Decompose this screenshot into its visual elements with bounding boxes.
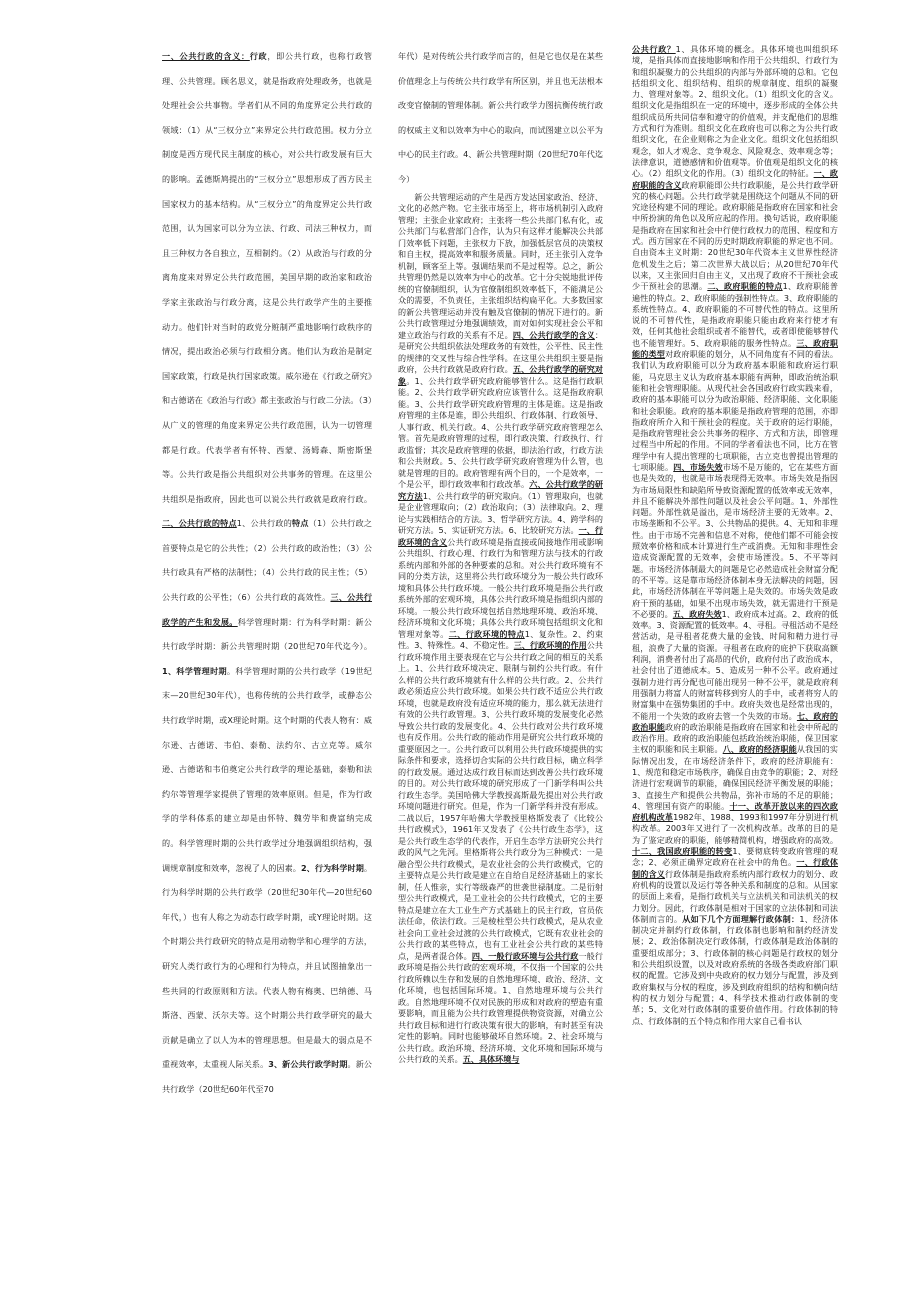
section-heading: 十一、改革开放以来的四次政府机构改革: [632, 800, 838, 823]
body-text: 公共行政环境作用主要表现在它与公共行政之间的相互的关系上。1、公共行政环境决定、限制与制约公共行政。有什么样的公共行政环境就有什么样的公共行政。2、公共行政必须适应公共行政环境。如果公共行政不适应公共行政环境，也就是政府没有适应环境的能力，那么就无法进行有效的公共行政管理。3、公共行政环境的发展变化必然导致公共行政的发展变化。4、公共行政对公共行政环境也有反作用。公共行政的能动作用是研究公共行政环境的重要原因之一。公共行政可以利用公共行政环境提供的实际条件和要求，选择切合实际的公共行政目标，确立科学的行政发展。通过达成行政目标而达到改善公共行政环境的目的。对公共行政环境的研究形成了一门新学科叫公共行政生态学。美国哈佛大学教授高斯最先提出对公共行政环境问题进行研究。但是，作为一门新学科并没有形成。二战以后，1957年哈佛大学教授里格斯发表了《比较公共行政模式》，1961年又发表了《公共行政生态学》，这是公共行政生态学的代表作，开启生态学方法研究公共行政的风气之先河。里格斯将公共行政分为三种模式：一是融合型公共行政模式，是农业社会的公共行政模式，它的主要特点是公共行政是建立在自给自足经济基础上的家长制，任人惟亲，实行等级森严的世袭世禄制度。二是衍射型公共行政模式，是工业社会的公共行政模式，它的主要特点是建立在大工业生产方式基础上的民主行政，官员依法任命，依法行政。三是棱柱型公共行政模式，是从农业社会向工业社会过渡的公共行政模式，它既有农业社会的公共行政的某些特点，也有工业社会公共行政的某些特点，是两者混合体。: [398, 640, 603, 961]
body-text: 1、具体环境的概念。具体环境也叫组织环境，是指具体而直接地影响和作用于公共组织、行政行为和组织凝聚力的公共组织的内部与外部环境的总和。它包括组织文化、组织结构、组织的规章制度、组织的凝聚力、管理对象等。2、组织文化。（1）组织文化的含义。组织文化是指组织在一定的环境中，逐步形成的全体公共组织成员所共同信奉和遵守的价值观，并支配他们的思维方式和行为准则。组织文化在政府也可以称之为公共行政组织文化，在企业则称之为企业文化。组织文化包括组织观念，如人才观念、竞争观念、风险观念、效率观念等；法律意识，道德感情和价值观等。价值观是组织文化的核心。（2）组织文化的作用。（3）组织文化的特征。: [632, 44, 838, 179]
section-heading: 六、公共行政学的研究方法: [398, 479, 603, 501]
section-heading: 七、政府的政治职能: [632, 710, 838, 732]
body-text: 1、要彻底转变政府管理的观念；2、必须正确界定政府在社会中的角色。: [632, 846, 838, 868]
section-heading: 一、公共行政的含义：: [162, 51, 250, 61]
section-heading: 二、政府职能的特点: [707, 281, 783, 292]
section-heading: 三、政府职能的类型: [632, 337, 838, 360]
section-heading: 二、公共行政的特点: [162, 518, 237, 529]
column-middle-top-text: [398, 44, 603, 192]
section-heading: 四、一般行政环境与公共行政: [471, 950, 579, 961]
body-text: 。行为科学时期的公共行政学（20世纪30年代—20世纪60年代，）也有人称之为动态行政学时期，或Y理论时期。这个时期公共行政研究的特点是用动物学和心理学的方法，研究人类行政行为的心理和行为特点，并且试图抽象出一些共同的行政原则和方法。代表人物有梅奥、巴纳德、马斯洛、西蒙、沃尔夫等。这个时期公共行政学研究的最大贡献是确立了以人为本的管理思想。但是最大的弱点是不重视效率，太重视人际关系。: [162, 862, 372, 1070]
bold-term: 3、新公共行政学时期: [268, 1059, 348, 1070]
bold-term: 1、科学管理时期: [162, 665, 227, 676]
body-text: 新公共管理运动的产生是西方发达国家政治、经济、文化的必然产物。它主张市场至上，将市场机制引入政府管理；主张企业家政府；主张将一些公共部门私有化，或公共部门与私营部门合作，认为只有这样才能解决公共部门效率低下问题，主张权力下放，加强低层官员的决策权和自主权，提高效率和服务质量。同时，还主张引入竞争机制，顾客至上等。强调结果而不是过程等。总之，新公共管理仍然是以效率为中心的改革。它十分尖锐地批评传统的官僚制组织，认为官僚制组织效率低下，不能满足公众的需要，不负责任，主张组织结构扁平化。大多数国家的新公共管理运动并没有触及官僚制的情况下进行的。新公共行政管理过分地强调绩效，而对如何实现社会公平和建立政治与行政的关系有不足。: [398, 191, 603, 340]
bold-term: 行政: [249, 51, 268, 61]
body-text: 公共行政环境是指直接或间接地作用或影响公共组织、行政心理、行政行为和管理方法与技术的行政系统内部和外部的各种要素的总和。对公共行政环境有不同的分类方法，这里将公共行政环境分为一般公共行政环境和具体公共行政环境。一般公共行政环境是指公共行政系统外部的宏观环境，具体公共行政环境是指组织内部的环境。一般公共行政环境包括自然地理环境、政治环境、经济环境和文化环境；具体公共行政环境包括组织文化和管理对象等。: [398, 536, 603, 639]
section-heading: 五、公共行政学的研究对象: [398, 364, 603, 386]
body-text: ：是研究公共组织依法处理政务的有效性，公平性、民主性的规律的交叉性与综合性学科。在这里公共组织主要是指政府，公共行政就是政府行政。: [398, 329, 603, 375]
section-heading: 二、行政环境的特点: [448, 628, 525, 639]
body-text: 1、政府成本过高。2、政府的低效率。3、资源配置的低效率。4、寻租。寻租活动不是经营活动，是寻租者花费大量的金钱、时间和精力进行寻租，浪费了大量的资源。寻租者在政府的庇护下获取高额利润，消费者付出了高昂的代价，政府付出了政治成本，社会付出了道德成本。5、造成另一种不公平。政府通过强制力进行再分配也可能出现另一种不公平，就是政府利用强制力将富人的财富转移到穷人的手中，或者将穷人的财富集中在强势集团的手中。政府失效也是经常出现的，不能用一个失效的政府去管一个失效的市场。: [632, 608, 838, 721]
column-right: [632, 44, 838, 1292]
body-text: 1、复杂性。2、约束性。3、特殊性。4、不稳定性。: [398, 628, 603, 651]
body-text: 一般行政环境是指公共行政的宏观环境，不仅指一个国家的公共行政所赖以生存和发展的自然地理环境、政治、经济、文化环境，也包括国际环境。1、自然地理环境与公共行政。自然地理环境不仅对民族的形成和对政府的塑造有重要影响，而且能为公共行政管理提供物资资源，对确立公共行政目标和进行行政决策有很大的影响，有时甚至有决定性的影响。同时也能够破坏自然环境。2、社会环境与公共行政。政治环境、经济环境、文化环境和国际环境与公共行政的关系。: [398, 950, 603, 1065]
section-heading: 一、行政体制的含义: [632, 857, 838, 879]
body-text: 。科学管理时期的公共行政学（19世纪末—20世纪30年代），也称传统的公共行政学，或静态公共行政学时期，或X理论时期。这个时期的代表人物有：威尔逊、古德诺、韦伯、泰勒、法约尔、古立克等。威尔逊、古德诺和韦伯奠定公共行政学的理论基础，泰勒和法约尔等管理学家提供了管理的效率原则。但是，作为行政学的学科体系的建立却是由怀特、魏劳毕和费富纳完成的。科学管理时期的公共行政学过分地强调组织结构，强调规章制度和效率，忽视了人的因素。: [162, 665, 372, 873]
body-text: 。新公共行政学（20世纪60年代至70: [162, 1059, 372, 1094]
section-heading: 五、具体环境与: [462, 1054, 520, 1065]
body-text: 年代）是对传统公共行政学而言的，但是它也仅是在某些价值理念上与传统公共行政学有所区别，并且也无法根本改变官僚制的管理体制。新公共行政学力图抗衡传统行政的权威主义和以效率为中心的取向，而试图建立以公平为中心的民主行政。4、新公共管理时期（20世纪70年代迄今）: [398, 51, 603, 184]
bold-term: 从如下几个方面理解行政体制：: [682, 913, 800, 924]
section-heading: 一、行政环境的含义: [398, 525, 603, 547]
body-text: 市场不是万能的，它在某些方面也是失效的，也就是市场表现得无效率。市场失效是指因为市场局限性和缺陷所导致资源配置的低效率或无效率，并且不能解决外部性问题以及社会公平问题。1、外部性问题。外部性就是溢出，是市场经济主要的无效率。2、市场垄断和不公平。3、公共物品的提供。4、无知和非理性。由于市场不完善和信息不对称，使他们都不可能会按照效率价格和成本计算进行生产或消费。无知和非理性会造成资源配置的无效率，会使市场湮没。5、不平等问题。市场经济体制最大的问题是它必然造成社会财富分配的不平等。这是靠市场经济体制本身无法解决的问题，因此，市场经济体制在平等问题上是失效的。市场失效是政府干预的基础，如果不出现市场失效，就无需进行干预是不必要的。: [632, 461, 838, 619]
section-heading: 四、公共行政学的含义: [512, 329, 595, 340]
body-text: 对政府职能的划分，从不同角度有不同的看法。我们认为政府职能可以分为政府基本职能和政府运行职能，马克思主义认为政府基本职能有两种，即政治统治职能和社会管理职能。从现代社会各国政府行政实践来看，政府的基本职能可以分为政治职能、经济职能、文化职能和社会职能。政府的基本职能是指政府管理的范围，亦即指政府所介入和干预社会的程度。关于政府的运行职能，是指政府管理社会公共事务的程序、方式和方法，即管理过程当中所起的作用。不同的学者看法也不同，比方在管理学中有人提出管理的七项职能，古立克也曾提出管理的七项职能。: [632, 349, 838, 472]
column-left: [162, 44, 372, 1289]
bold-term: 2、行为科学时期: [300, 862, 364, 873]
section-heading: 十二、我国政府职能的转变: [632, 846, 733, 857]
body-text: （1）公共行政之首要特点是它的公共性；（2）公共行政的政治性；（3）公共行政具有严格的法制性；（4）公共行政的民主性；（5）公共行政的公平性；（6）公共行政的高效性。: [162, 518, 372, 603]
column-middle: [398, 44, 603, 1289]
body-text: 政府职能即公共行政职能，是公共行政学研究的核心问题。公共行政学就是围绕这个问题从不同的研究途径构建不同的理论。政府职能是指政府在国家和社会中所扮演的角色以及所应起的作用。换句话说，政府职能是指政府在国家和社会中行使行政权力的范围、程度和方式。西方国家在不同的历史时期政府职能的界定也不同。自由资本主义时期：20世纪30年代资本主义世界性经济危机发生之后；第二次世界大战以后；从20世纪70年代以来，又主张回归自由主义，又出现了政府不干预社会或少干预社会的思潮。: [632, 179, 838, 292]
column-left-text: [162, 44, 372, 1102]
body-text: 1、公共行政的: [236, 518, 293, 529]
body-text: 1982年、1988、1993和1997年分别进行机构改革。2003年又进行了一次机构改革。改革的目的是为了鉴定政府的职能，能够精简机构，增强政府的高效。: [632, 812, 838, 845]
column-right-text: [632, 44, 838, 1027]
body-text: 1、经济体制决定并制约行政体制，行政体制也影响和制约经济发展；2、政治体制决定行政体制，行政体制是政治体制的重要组成部分；3、行政体制的核心问题是行政权的划分和公共组织设置，以及对政府系统的各级各类政府部门职权的配置。它涉及到中央政府的权力划分与配置，涉及到政府集权与分权的程度，涉及到政府组织的结构和横向结构的权力划分与配置；4、科学技术推动行政体制的变革；5、文化对行政体制的重要价值作用。行政体制的特点、行政体制的五个特点和作用大家自己看书认: [632, 913, 838, 1026]
section-heading: 五、政府失效: [672, 608, 722, 619]
column-middle-text: [398, 192, 603, 1066]
body-text: 从我国的实际情况出发，在市场经济条件下，政府的经济职能有：1、规范和稳定市场秩序，确保自由竞争的职能；2、对经济进行宏观调节的职能，确保国民经济平衡发展的职能；3、直接生产和提供公共物品，弥补市场的不足的职能；4、管理国有资产的职能。: [632, 744, 838, 811]
body-text: 。1、公共行政学研究政府能够管什么。这是指行政职能。2、公共行政学研究政府应该管什么。这是指政府职能。3、公共行政学研究政府管理的主体是谁。这是指政府管理的主体是谁，即公共组织、行政体制、行政领导、人事行政、机关行政。4、公共行政学研究政府管理怎么管。首先是政府管理的过程，即行政决策、行政执行、行政监督；其次是政府管理的依据，即法治行政，行政方法和公共财政。5、公共行政学研究政府管理为什么管，也就是管理的目的。政府管理有两个目的，一个是效率，一个是公平，即行政效率和行政改革。: [398, 375, 603, 490]
body-text: 行政体制是指政府系统内部行政权力的划分、政府机构的设置以及运行等各种关系和制度的总和。从国家的层面上来看，是指行政机关与立法机关和司法机关的权力划分。因此，行政体制是相对于国家的立法体制和司法体制而言的。: [632, 868, 838, 924]
body-text: 科学管理时期：行为科学时期：新公共行政学时期：新公共管理时期（20世纪70年代迄今）。: [162, 616, 372, 652]
section-heading: 四、市场失效: [673, 461, 723, 472]
section-heading: 公共行政？: [632, 44, 676, 54]
section-heading: 八、政府的经济职能: [722, 744, 797, 755]
bold-term: 特点: [292, 518, 309, 529]
body-text: 1、公共行政学的研究取向。（1）管理取向，也就是企业管理取向；（2）政治取向；（3）法律取向。2、理论与实践相结合的方法。3、哲学研究方法。4、跨学科的研究方法。5、实证研究方法。6、比较研究方法。: [398, 490, 603, 536]
section-heading: 三、公共行政学的产生和发展。: [162, 592, 372, 627]
section-heading: 一、政府职能的含义: [632, 168, 838, 190]
section-heading: 三、行政环境的作用: [513, 640, 587, 651]
body-text: ，即公共行政，也称行政管理、公共管理。顾名思义，就是指政府处理政务，也就是处理社会公共事物。学者们从不同的角度界定公共行政的领域：（1）从“三权分立”来界定公共行政范围。权力分立制度是西方现代民主制度的核心，对公共行政发展有巨大的影响。孟德斯鸠提出的“三权分立”思想形成了西方民主国家权力的基本结构。从“三权分立”的角度界定公共行政范围，认为国家可以分为立法、行政、司法三种权力，而且三种权力各自独立，互相制约。（2）从政治与行政的分离角度来对界定公共行政范围，美国早期的政治家和政治学家主张政治与行政分离，这是公共行政学产生的主要推动力。他们针对当时的政党分赃制严重地影响行政秩序的情况，提出政治必须与行政相分离。他们认为政治是制定国家政策，行政是执行国家政策。威尔逊在《行政之研究》和古德诺在《政治与行政》都主张政治与行政二分法。（3）从广义的管理的角度来界定公共行政范围，认为一切管理都是行政。代表学者有怀特、西蒙、汤姆森、斯密斯堡等。公共行政是指公共组织对公共事务的管理。在这里公共组织是指政府，因此也可以说公共行政就是政府行政。: [162, 51, 372, 504]
body-text: 1、政府职能普遍性的特点。2、政府职能的强制性特点。3、政府职能的系统性特点。4、政府职能的不可替代性的特点。这里所说的不可替代性，是指政府职能只能由政府来行使才有效，任何其他社会组织或者不能替代，或者即使能够替代也不能管理好。5、政府职能的服务性特点。: [632, 281, 838, 348]
body-text: 政府的政治职能是指政府在国家和社会中所起的政治作用。政府的政治职能包括政治统治职能，保卫国家主权的职能和民主职能。: [632, 721, 838, 755]
